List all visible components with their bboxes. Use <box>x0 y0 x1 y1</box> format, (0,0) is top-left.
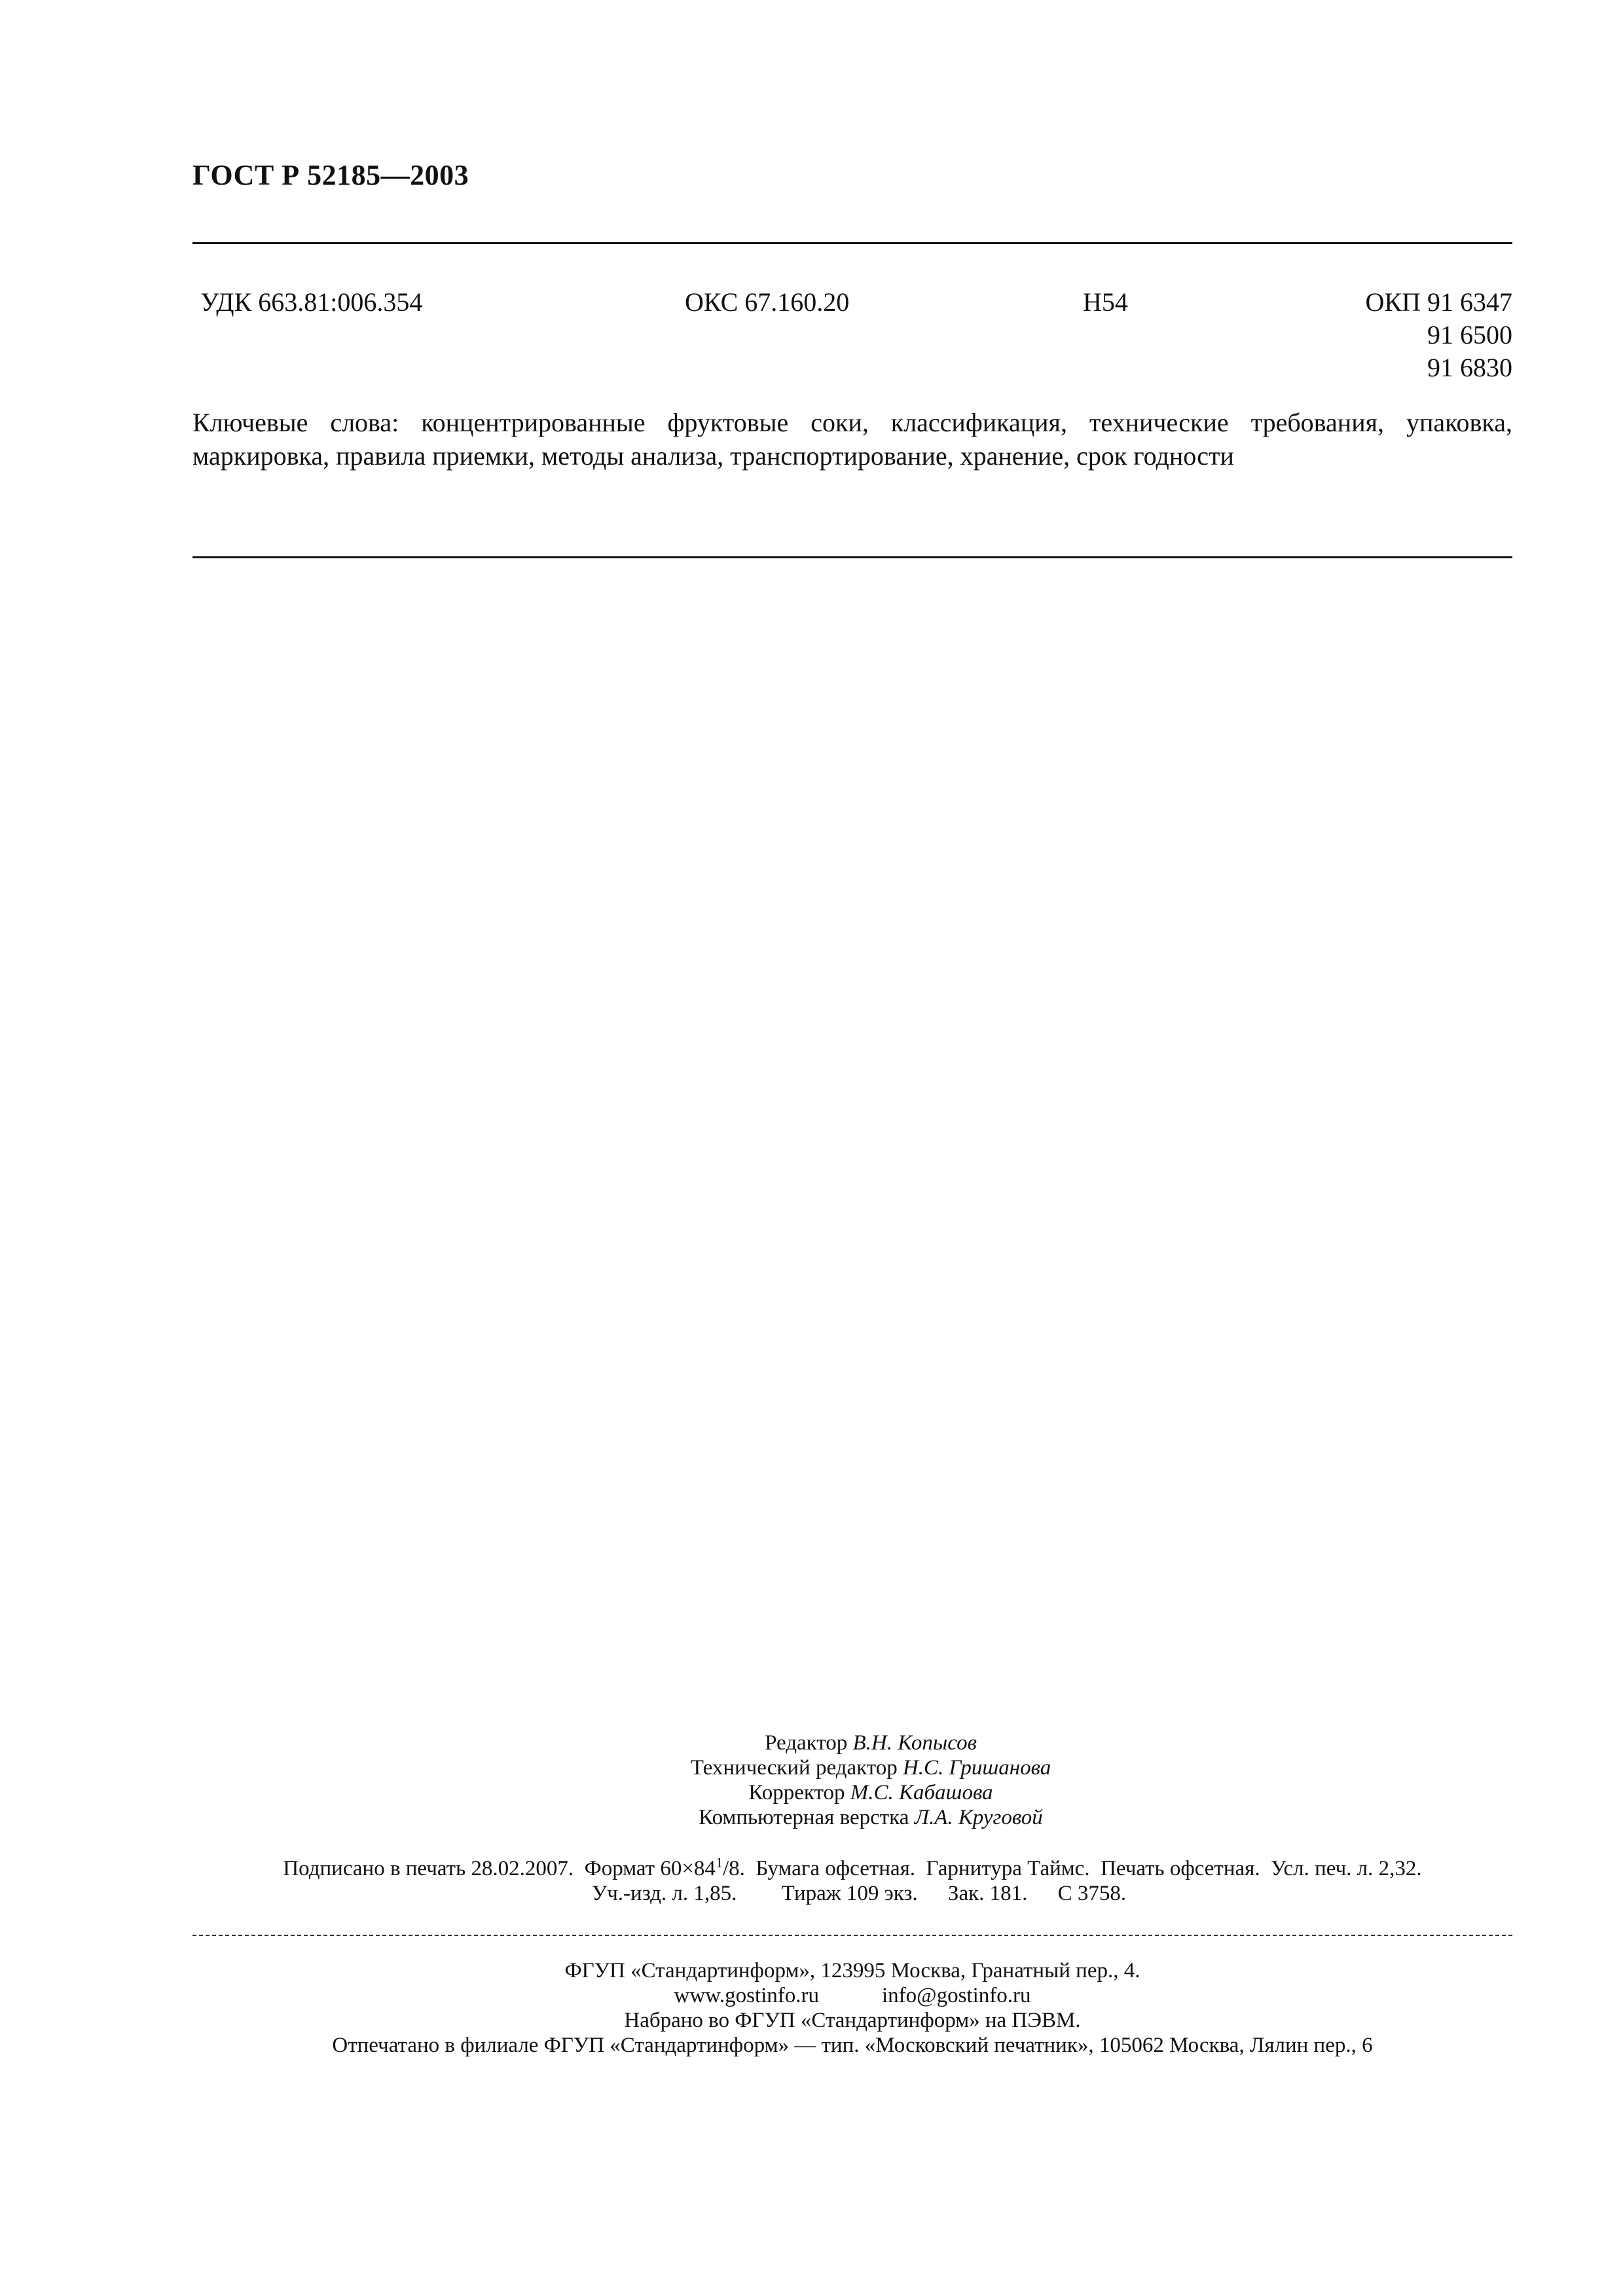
staff-role: Компьютерная верстка <box>699 1806 909 1829</box>
publisher-website: www.gostinfo.ru <box>674 1984 820 2007</box>
publisher-email: info@gostinfo.ru <box>882 1984 1031 2007</box>
okp-line: 91 6830 <box>1427 353 1512 382</box>
imprint-block <box>192 1856 1512 1906</box>
publisher-address: ФГУП «Стандартинформ», 123995 Москва, Гранатный пер., 4. <box>564 1959 1140 1982</box>
okp-codes <box>1329 286 1512 384</box>
code-info: С 3758. <box>1057 1882 1127 1905</box>
typeface-info: Гарнитура Таймс. <box>926 1857 1090 1880</box>
dashed-divider <box>192 1935 1512 1936</box>
staff-line <box>589 1780 1152 1805</box>
staff-role: Редактор <box>765 1731 848 1755</box>
typeset-note: Набрано во ФГУП «Стандартинформ» на ПЭВМ. <box>624 2009 1081 2032</box>
imprint-line <box>192 1856 1512 1881</box>
print-run-info: Тираж 109 экз. <box>781 1882 918 1905</box>
udk-code: УДК 663.81:006.354 <box>200 287 423 317</box>
staff-line <box>589 1805 1152 1830</box>
publisher-contacts <box>192 1983 1512 2008</box>
staff-role: Корректор <box>748 1781 845 1804</box>
sheets-info: Усл. печ. л. 2,32. <box>1271 1857 1422 1880</box>
staff-person: М.С. Кабашова <box>850 1781 993 1804</box>
staff-line <box>589 1731 1152 1755</box>
staff-person: Л.А. Круговой <box>914 1806 1043 1829</box>
paper-info: Бумага офсетная. <box>756 1857 916 1880</box>
oks-code: ОКС 67.160.20 <box>685 287 850 317</box>
top-rule <box>192 242 1512 244</box>
staff-line <box>589 1755 1152 1780</box>
printed-note: Отпечатано в филиале ФГУП «Стандартинформ» — тип. «Московский печатник», 105062 Москва, Лялин пер., 6 <box>332 2034 1373 2057</box>
staff-person: В.Н. Копысов <box>852 1731 977 1755</box>
format-info: Формат $60\times 84^1/8$. <box>584 1854 745 1880</box>
bottom-rule <box>192 556 1512 558</box>
group-code: Н54 <box>1083 287 1128 317</box>
imprint-line <box>192 1881 1512 1906</box>
okp-line: 91 6500 <box>1427 320 1512 350</box>
okp-line: ОКП 91 6347 <box>1365 287 1512 317</box>
keywords-paragraph: Ключевые слова: концентрированные фруктовые соки, классификация, технические требования, упаковка, маркировка, правила приемки, методы анализа, транспортирование, хранение, срок годности <box>192 408 1512 471</box>
edit-sheets-info: Уч.-изд. л. 1,85. <box>591 1882 737 1905</box>
staff-role: Технический редактор <box>690 1756 898 1780</box>
staff-person: Н.С. Гришанова <box>902 1756 1051 1780</box>
order-info: Зак. 181. <box>947 1882 1028 1905</box>
staff-credits <box>589 1731 1152 1830</box>
signed-date: Подписано в печать 28.02.2007. <box>283 1857 574 1880</box>
printing-info: Печать офсетная. <box>1101 1857 1260 1880</box>
publisher-block <box>192 1958 1512 2058</box>
standard-number-heading: ГОСТ Р 52185—2003 <box>192 159 469 191</box>
